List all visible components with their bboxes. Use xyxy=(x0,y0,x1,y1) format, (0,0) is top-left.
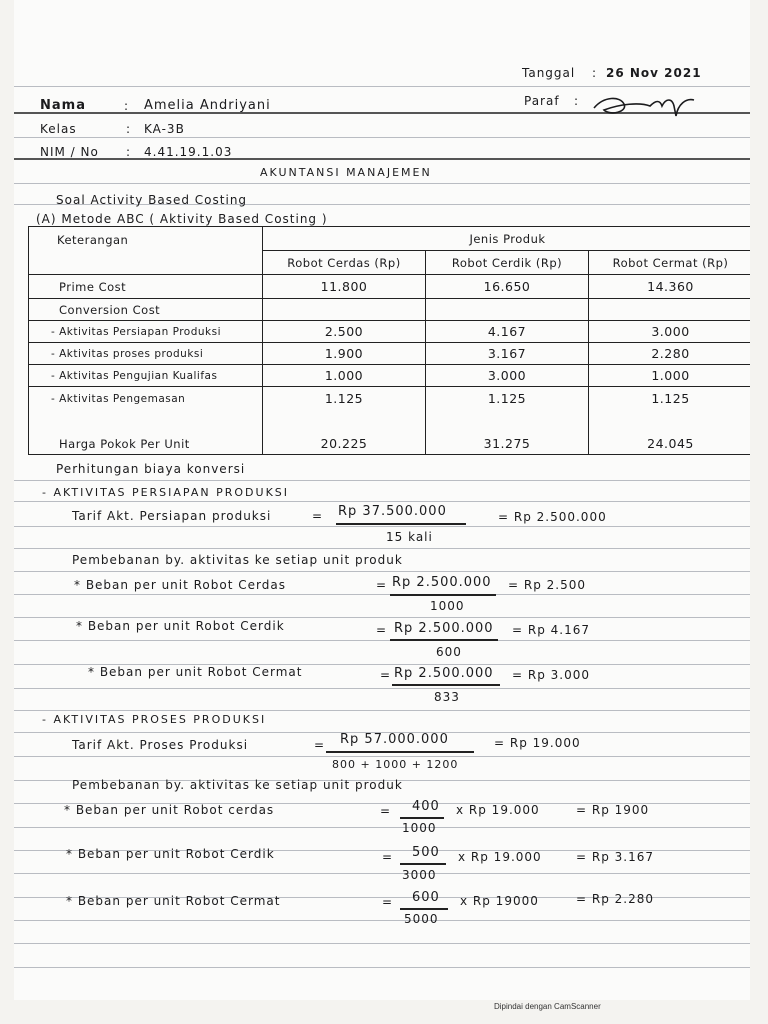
cell-value xyxy=(589,299,751,321)
beban6-label: * Beban per unit Robot Cermat xyxy=(66,894,281,908)
tarif1-result: = Rp 2.500.000 xyxy=(498,510,607,524)
tarif1-numerator: Rp 37.500.000 xyxy=(338,504,447,519)
cell-value: 24.045 xyxy=(589,411,751,455)
paraf-label: Paraf xyxy=(524,94,560,108)
page-title: AKUNTANSI MANAJEMEN xyxy=(260,166,432,179)
tarif1-eq: = xyxy=(312,509,324,523)
beban3-denominator: 833 xyxy=(434,690,460,704)
beban2-result: = Rp 4.167 xyxy=(512,623,590,637)
metode-heading: (A) Metode ABC ( Aktivity Based Costing ) xyxy=(36,212,328,226)
beban3-label: * Beban per unit Robot Cermat xyxy=(88,665,303,679)
column-header: Robot Cerdas (Rp) xyxy=(263,251,426,275)
nim-value: 4.41.19.1.03 xyxy=(144,145,233,159)
beban3-eq: = xyxy=(380,668,392,682)
kelas-colon: : xyxy=(126,122,132,136)
fraction-line xyxy=(390,594,496,596)
cell-value xyxy=(426,299,589,321)
beban4-numerator: 400 xyxy=(412,799,440,814)
beban5-result: = Rp 3.167 xyxy=(576,850,654,864)
beban6-denominator: 5000 xyxy=(404,912,439,926)
tarif1-label: Tarif Akt. Persiapan produksi xyxy=(72,509,272,523)
nama-label: Nama xyxy=(40,98,86,113)
jenis-produk-header: Jenis Produk xyxy=(263,227,751,251)
beban2-label: * Beban per unit Robot Cerdik xyxy=(76,619,285,633)
cell-value: 1.125 xyxy=(426,387,589,411)
beban1-label: * Beban per unit Robot Cerdas xyxy=(74,578,286,592)
table-row xyxy=(29,365,751,387)
cell-value: 14.360 xyxy=(589,275,751,299)
nim-label: NIM / No xyxy=(40,145,99,159)
table-row xyxy=(29,343,751,365)
paraf-colon: : xyxy=(574,94,580,108)
table-row xyxy=(29,411,751,455)
cell-value: 1.000 xyxy=(589,365,751,387)
column-header: Robot Cermat (Rp) xyxy=(589,251,751,275)
beban1-result: = Rp 2.500 xyxy=(508,578,586,592)
nama-colon: : xyxy=(124,99,130,113)
tanggal-label: Tanggal xyxy=(522,66,576,80)
cell-value: 2.280 xyxy=(589,343,751,365)
row-label: Conversion Cost xyxy=(29,299,263,321)
row-label: - Aktivitas Persiapan Produksi xyxy=(29,321,263,343)
tarif2-eq: = xyxy=(314,738,326,752)
tarif1-denominator: 15 kali xyxy=(386,530,433,544)
soal-heading: Soal Activity Based Costing xyxy=(56,193,248,207)
cell-value: 3.167 xyxy=(426,343,589,365)
fraction-line xyxy=(392,684,500,686)
scanner-footer: Dipindai dengan CamScanner xyxy=(494,1002,601,1011)
beban5-mult: x Rp 19.000 xyxy=(458,850,542,864)
keterangan-header: Keterangan xyxy=(29,227,263,275)
beban4-denominator: 1000 xyxy=(402,821,437,835)
row-label: Harga Pokok Per Unit xyxy=(29,411,263,455)
pembebanan2: Pembebanan by. aktivitas ke setiap unit produk xyxy=(72,778,403,792)
tarif2-denominator: 800 + 1000 + 1200 xyxy=(332,758,459,771)
nim-colon: : xyxy=(126,145,132,159)
pembebanan1: Pembebanan by. aktivitas ke setiap unit produk xyxy=(72,553,403,567)
beban3-result: = Rp 3.000 xyxy=(512,668,590,682)
perhitungan-heading: Perhitungan biaya konversi xyxy=(56,462,246,476)
beban5-numerator: 500 xyxy=(412,845,440,860)
nama-value: Amelia Andriyani xyxy=(144,98,271,113)
fraction-line xyxy=(390,639,498,641)
cell-value: 11.800 xyxy=(263,275,426,299)
beban3-numerator: Rp 2.500.000 xyxy=(394,666,494,681)
table-row xyxy=(29,321,751,343)
beban2-denominator: 600 xyxy=(436,645,462,659)
tanggal-value: 26 Nov 2021 xyxy=(606,66,702,80)
fraction-line xyxy=(326,751,474,753)
beban4-result: = Rp 1900 xyxy=(576,803,650,817)
cell-value: 1.900 xyxy=(263,343,426,365)
tanggal-colon: : xyxy=(592,66,598,80)
tarif2-numerator: Rp 57.000.000 xyxy=(340,732,449,747)
row-label: - Aktivitas Pengujian Kualifas xyxy=(29,365,263,387)
row-label: - Aktivitas Pengemasan xyxy=(29,387,263,411)
beban2-eq: = xyxy=(376,623,388,637)
beban5-label: * Beban per unit Robot Cerdik xyxy=(66,847,275,861)
section1-heading: - AKTIVITAS PERSIAPAN PRODUKSI xyxy=(42,486,290,499)
fraction-line xyxy=(400,817,444,819)
beban1-eq: = xyxy=(376,578,388,592)
kelas-value: KA-3B xyxy=(144,122,185,136)
fraction-line xyxy=(336,523,466,525)
beban6-mult: x Rp 19000 xyxy=(460,894,539,908)
cell-value: 1.000 xyxy=(263,365,426,387)
beban4-eq: = xyxy=(380,804,392,818)
beban6-eq: = xyxy=(382,895,394,909)
cell-value xyxy=(263,299,426,321)
column-header: Robot Cerdik (Rp) xyxy=(426,251,589,275)
beban1-denominator: 1000 xyxy=(430,599,465,613)
table-row xyxy=(29,387,751,411)
cell-value: 31.275 xyxy=(426,411,589,455)
cell-value: 1.125 xyxy=(589,387,751,411)
cell-value: 3.000 xyxy=(426,365,589,387)
beban5-denominator: 3000 xyxy=(402,868,437,882)
cell-value: 2.500 xyxy=(263,321,426,343)
cell-value: 16.650 xyxy=(426,275,589,299)
tarif2-label: Tarif Akt. Proses Produksi xyxy=(72,738,249,752)
beban6-numerator: 600 xyxy=(412,890,440,905)
tarif2-result: = Rp 19.000 xyxy=(494,736,581,750)
cell-value: 4.167 xyxy=(426,321,589,343)
beban4-mult: x Rp 19.000 xyxy=(456,803,540,817)
signature-icon xyxy=(590,90,700,120)
section2-heading: - AKTIVITAS PROSES PRODUKSI xyxy=(42,713,267,726)
beban1-numerator: Rp 2.500.000 xyxy=(392,575,492,590)
fraction-line xyxy=(400,908,448,910)
beban5-eq: = xyxy=(382,850,394,864)
beban2-numerator: Rp 2.500.000 xyxy=(394,621,494,636)
table-row xyxy=(29,299,751,321)
cell-value: 3.000 xyxy=(589,321,751,343)
fraction-line xyxy=(400,863,446,865)
row-label: Prime Cost xyxy=(29,275,263,299)
notebook-page xyxy=(14,0,750,1000)
beban6-result: = Rp 2.280 xyxy=(576,892,654,906)
cell-value: 20.225 xyxy=(263,411,426,455)
row-label: - Aktivitas proses produksi xyxy=(29,343,263,365)
cell-value: 1.125 xyxy=(263,387,426,411)
abc-table xyxy=(28,226,750,455)
table-row xyxy=(29,275,751,299)
beban4-label: * Beban per unit Robot cerdas xyxy=(64,803,275,817)
kelas-label: Kelas xyxy=(40,122,77,136)
